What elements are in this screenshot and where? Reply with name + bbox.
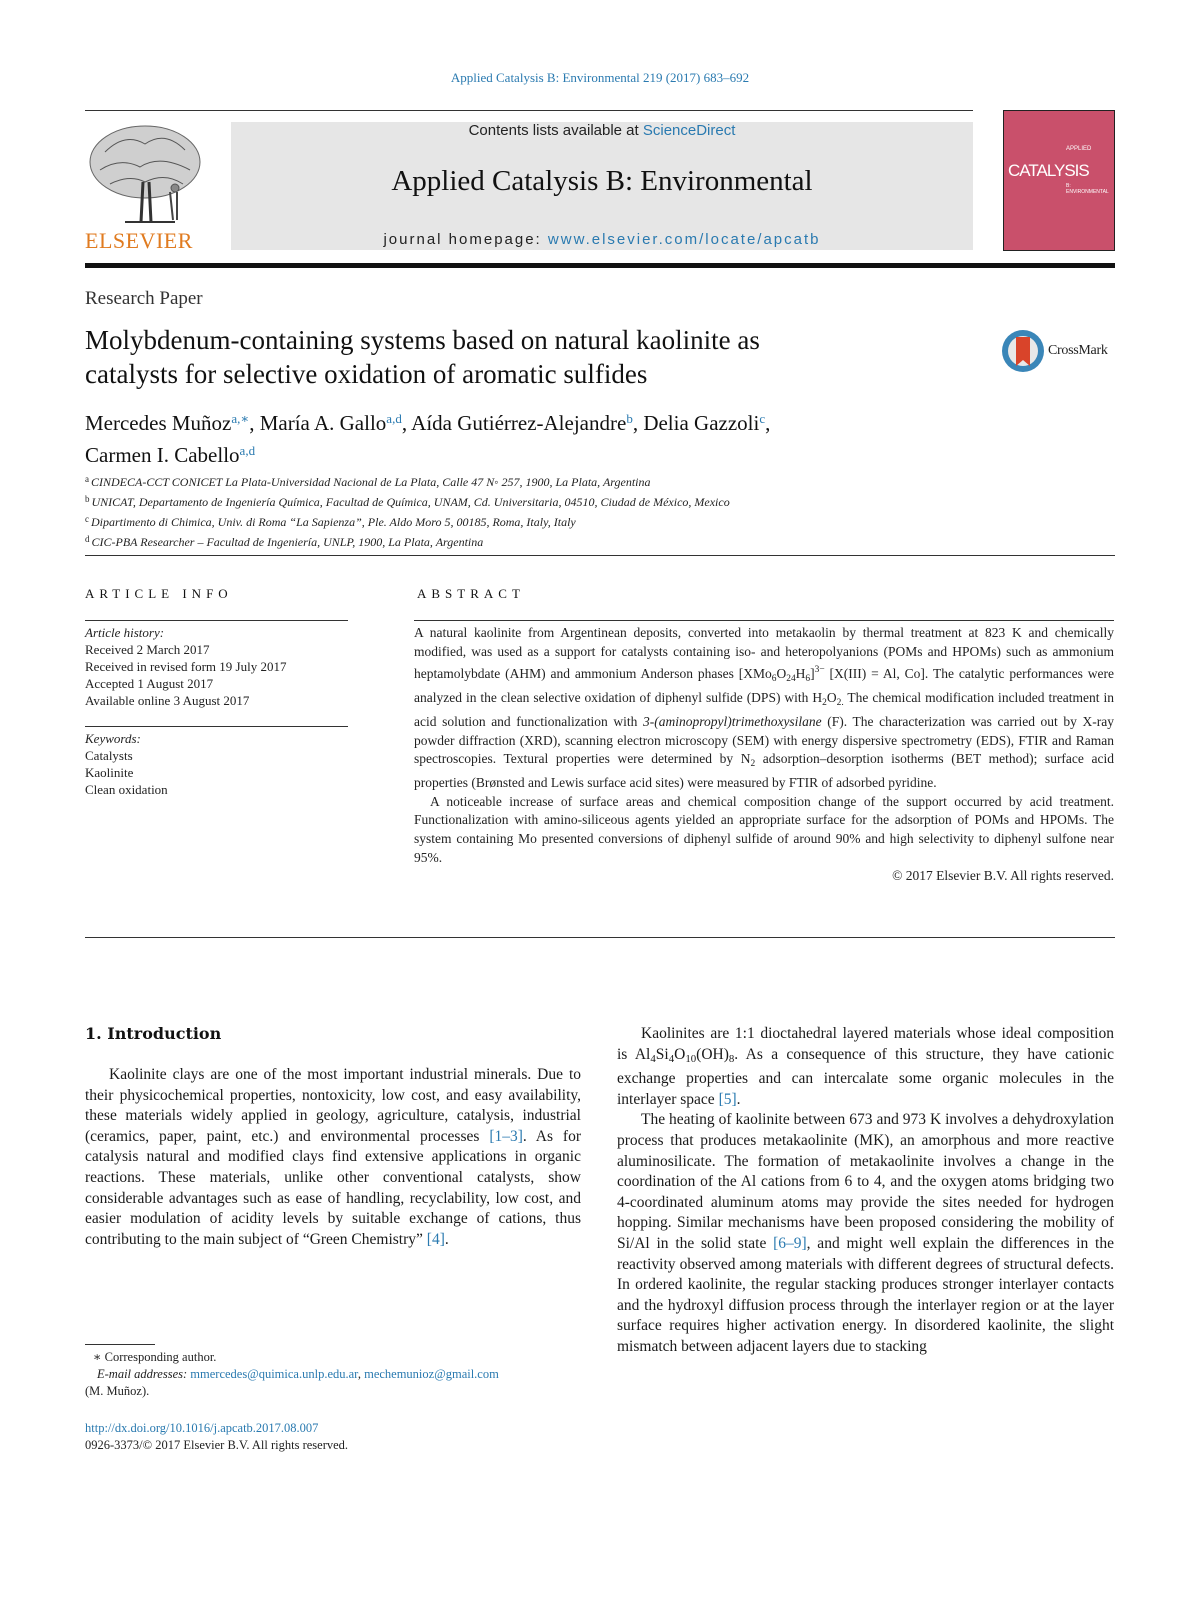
title-line-2: catalysts for selective oxidation of aromatic sulfides [85,359,648,389]
crossmark-label[interactable]: CrossMark [1048,343,1108,358]
author-1[interactable]: Mercedes Muñoz$^{a,∗}$ [85,411,250,435]
history-label: Article history: [85,625,165,640]
history-revised: Received in revised form 19 July 2017 [85,659,287,674]
abstract-heading: ABSTRACT [417,586,525,601]
issn-line: 0926-3373/© 2017 Elsevier B.V. All rights reserved. [85,1438,349,1452]
abstract-end-rule [85,937,1115,938]
email-link-1[interactable]: mmercedes@quimica.unlp.edu.ar [190,1367,358,1381]
history-online: Available online 3 August 2017 [85,693,250,708]
keywords-rule [85,726,348,727]
affiliations [85,471,1085,551]
contents-line [231,122,973,139]
history-received: Received 2 March 2017 [85,642,210,657]
footnote [85,1349,585,1400]
journal-title: Applied Catalysis B: Environmental [391,165,813,197]
keywords-label: Keywords: [85,731,141,746]
intro-paragraph-1: Kaolinite clays are one of the most important industrial minerals. Due to their physicochemical properties, nontoxicity, low cost, and easy availability, these materials widely applied in geology, agriculture, catalysis, industrial (ceramics, paper, paint, etc.) and environmental processes [1–3]. As for catalysis natural and modified clays find extensive applications in organic reactions. These materials, unlike other conventional catalysts, show considerable advantages such as ease of handling, recyclability, low cost, and easier modulation of acidity levels by suitable exchange of cations, thus contributing to the main subject of “Green Chemistry” [4]. [85,1066,581,1248]
citation-6-9[interactable]: [6–9] [773,1234,807,1252]
homepage-link[interactable]: www.elsevier.com/locate/apcatb [547,231,821,248]
intro-right-column [617,1024,1114,1358]
footnote-rule [85,1344,155,1345]
section-heading-introduction: 1. Introduction [85,1024,222,1043]
affiliation-b: $^b$ UNICAT, Departamento de Ingeniería Química, Facultad de Química, UNAM, Cd. Universitaria, 04510, Ciudad de México, Mexico [85,494,730,509]
history-accepted: Accepted 1 August 2017 [85,676,214,691]
author-list: Mercedes Muñoz$^{a,∗}$, María A. Gallo$^{a,d}$, Aída Gutiérrez-Alejandre$^b$, Delia Gazzoli$^c$, Carmen I. Cabello$^{a,d}$ [85,411,771,467]
journal-homepage [231,231,973,248]
affiliation-d: $^d$ CIC-PBA Researcher – Facultad de Ingeniería, UNLP, 1900, La Plata, Argentina [85,534,484,549]
corresponding-author-note: ∗ Corresponding author. [93,1350,217,1364]
intro-paragraph-2: Kaolinites are 1:1 dioctahedral layered materials whose ideal composition is $Al_4Si_4O_{10}(OH)_8$. As a consequence of this structure, they have cationic exchange properties and can intercalate some organic molecules in the interlayer space [5]. [617,1025,1115,1108]
article-history [85,624,286,709]
header-thick-rule [85,263,1115,268]
header-rule [85,110,973,111]
section-rule [85,555,1115,556]
author-5[interactable]: Carmen I. Cabello$^{a,d}$ [85,443,256,467]
abstract-rule [414,620,1114,621]
keyword-3: Clean oxidation [85,782,168,797]
email-link-2[interactable]: mechemunioz@gmail.com [364,1367,499,1381]
contents-prefix: Contents lists available at [468,122,643,139]
citation-5[interactable]: [5] [718,1090,737,1108]
citation-1-3[interactable]: [1–3] [489,1127,523,1145]
article-title [85,323,965,391]
author-3[interactable]: Aída Gutiérrez-Alejandre$^b$ [411,411,633,435]
article-info-heading: ARTICLE INFO [85,586,233,601]
sciencedirect-link[interactable]: ScienceDirect [642,122,736,139]
author-initials: (M. Muñoz). [85,1384,150,1398]
journal-citation[interactable]: Applied Catalysis B: Environmental 219 (2017) 683–692 [450,70,750,85]
affiliation-a: $^a$ CINDECA-CCT CONICET La Plata-Universidad Nacional de La Plata, Calle 47 N◦ 257, 1900, La Plata, Argentina [85,474,651,489]
abstract-copyright: © 2017 Elsevier B.V. All rights reserved. [892,868,1114,884]
doi-block [85,1420,348,1454]
email-label: E-mail addresses: [97,1367,191,1381]
email-line: E-mail addresses: mmercedes@quimica.unlp.edu.ar, mechemunioz@gmail.com [97,1367,499,1381]
journal-cover[interactable] [1003,110,1115,251]
paper-type: Research Paper [85,288,203,309]
author-2[interactable]: María A. Gallo$^{a,d}$ [259,411,402,435]
keyword-1: Catalysts [85,748,133,763]
intro-left-column [85,1065,581,1250]
doi-link[interactable]: http://dx.doi.org/10.1016/j.apcatb.2017.08.007 [85,1421,319,1435]
cover-small-bottom: B: ENVIRONMENTAL [1066,183,1109,195]
author-4[interactable]: Delia Gazzoli$^c$ [643,411,766,435]
elsevier-wordmark: ELSEVIER [85,228,193,253]
abstract-paragraph-2: A noticeable increase of surface areas and chemical composition change of the support occurred by acid treatment. Functionalization with amino-siliceous agents yielded an appropriate surface for the adsorption of POMs and HPOMs. The system containing Mo presented conversions of diphenyl sulfide of around 90% and high selectivity to diphenyl sulfone near 95%. [414,793,1114,865]
abstract-body [414,624,1114,886]
citation-4[interactable]: [4] [426,1230,445,1248]
keywords [85,730,168,798]
crossmark-icon [1000,328,1046,374]
article-info-rule [85,620,348,621]
affiliation-c: $^c$ Dipartimento di Chimica, Univ. di Roma “La Sapienza”, Ple. Aldo Moro 5, 00185, Roma, Italy, Italy [85,514,576,529]
cover-title: CATALYSIS [1008,161,1089,180]
keyword-2: Kaolinite [85,765,134,780]
abstract-paragraph-1: A natural kaolinite from Argentinean deposits, converted into metakaolin by thermal treatment at 823 K and chemically modified, was used as a support for catalysts containing iso- and heteropolyanions (POMs and HPOMs) such as ammonium heptamolybdate (AHM) and ammonium Anderson phases $[XMo_6O_{24}H_6]^{3-}$ [X(III) = Al, Co]. The catalytic performances were analyzed in the clean selective oxidation of diphenyl sulfide (DPS) with $H_2O_{2.}$ The chemical modification included treatment in acid solution and functionalization with 3-(aminopropyl)trimethoxysilane (F). The characterization was carried out by X-ray powder diffraction (XRD), scanning electron microscopy (SEM) with energy dispersive spectrometry (EDS), FTIR and Raman spectroscopies. Textural properties were determined by $N_2$ adsorption–desorption isotherms (BET method); surface acid properties (Brønsted and Lewis surface acid sites) were measured by FTIR of adsorbed pyridine. [414,625,1114,790]
homepage-label: journal homepage: [383,231,548,248]
title-line-1: Molybdenum-containing systems based on natural kaolinite as [85,325,760,355]
cover-small-top: APPLIED [1066,146,1092,152]
intro-paragraph-3: The heating of kaolinite between 673 and 973 K involves a dehydroxylation process that produces metakaolinite (MK), an amorphous and more reactive aluminosilicate. The formation of metakaolinite involves a change in the coordination of the Al cations from 6 to 4, and the oxygen atoms bridging two 4-coordinated aluminum atoms may provide the sites needed for hydrogen hopping. Similar mechanisms have been proposed considering the mobility of Si/Al in the solid state [6–9], and might well explain the differences in the reactivity observed among materials with different degrees of structural defects. In ordered kaolinite, the regular stacking produces stronger interlayer contacts and the hydroxyl diffusion process through the interlayer region or at the layer surface requires higher activation energy. In disordered kaolinite, the slight mismatch between adjacent layers due to stacking [617,1111,1114,1355]
